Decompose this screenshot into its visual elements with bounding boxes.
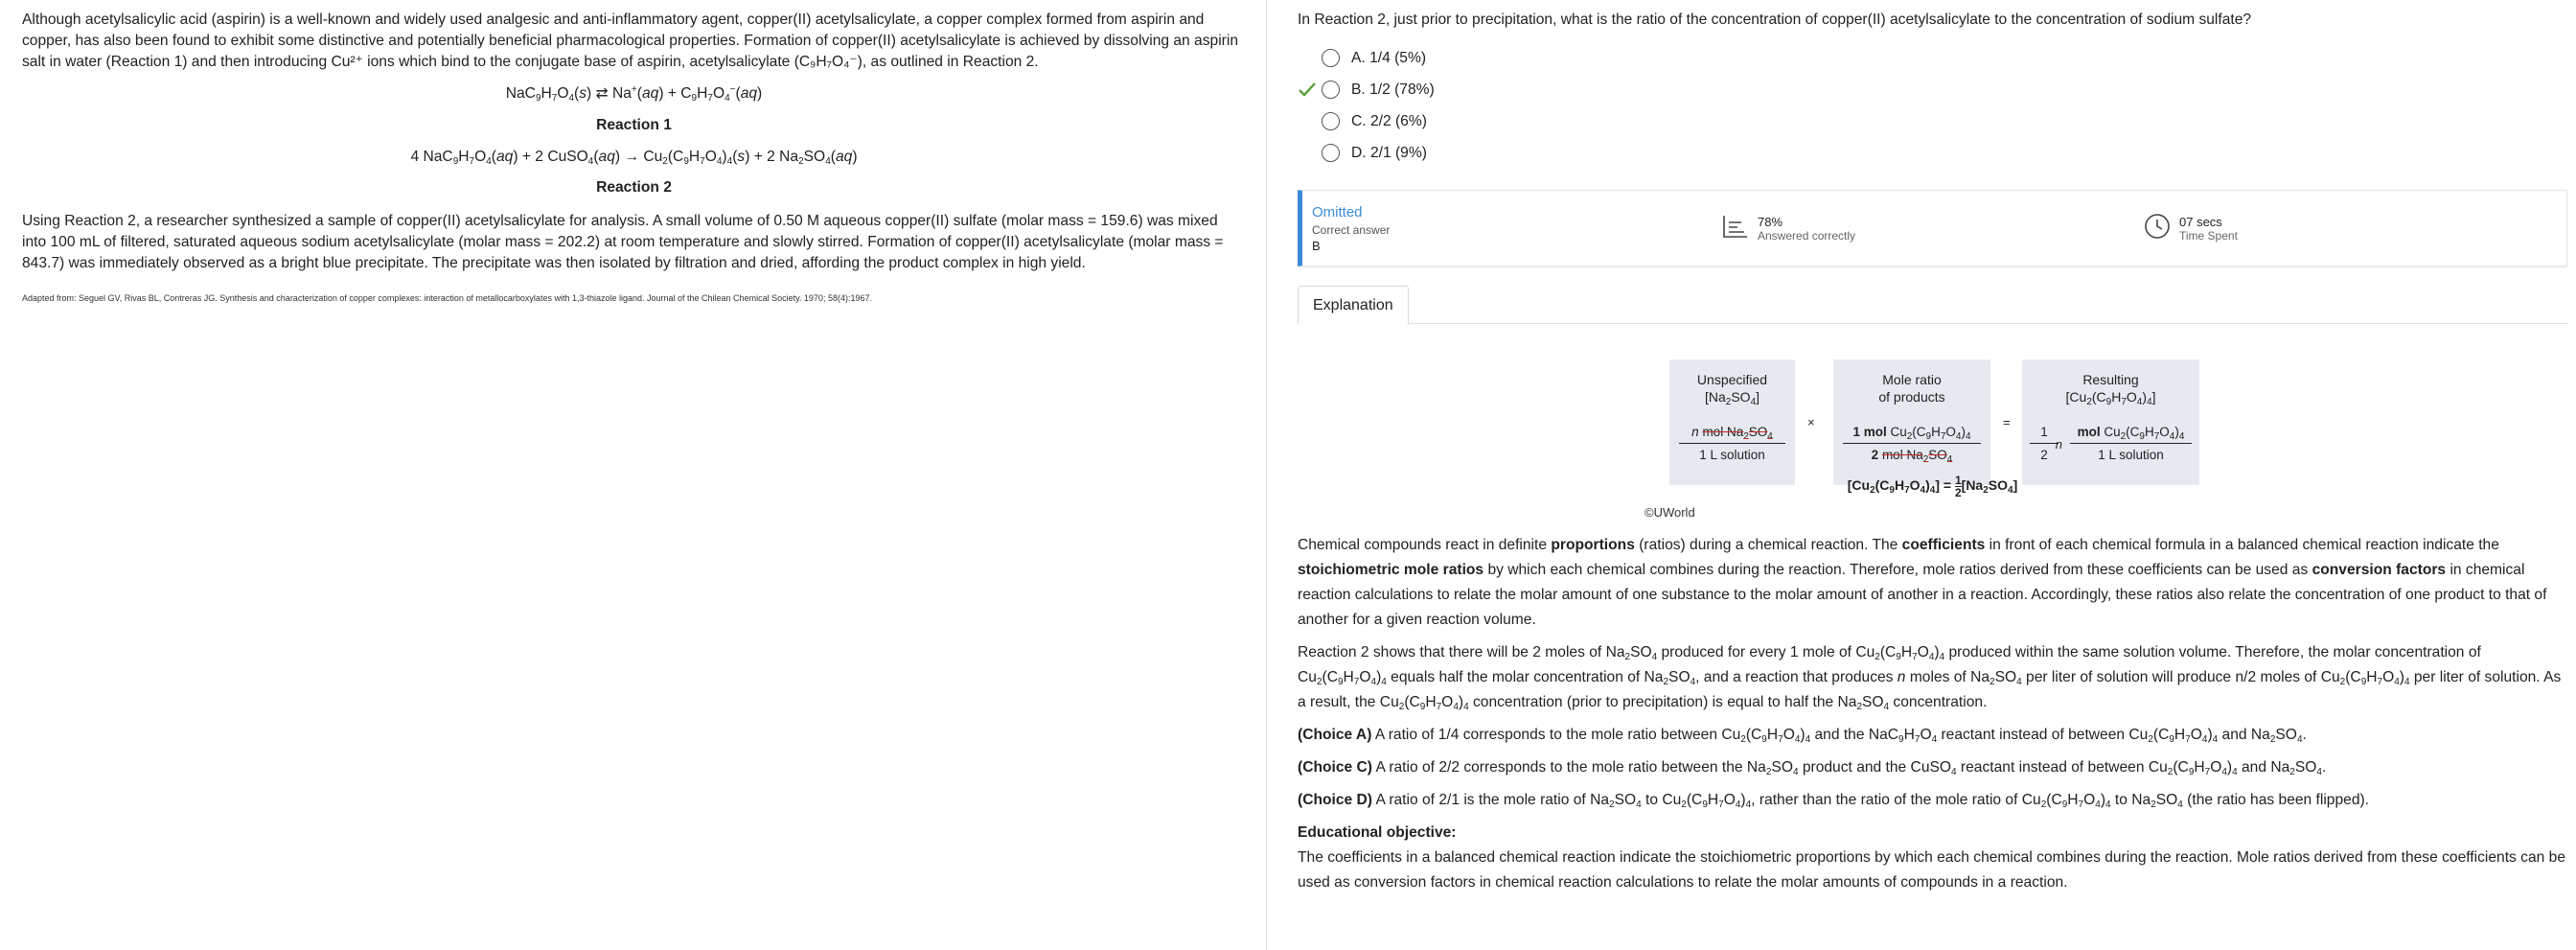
passage-pane xyxy=(0,0,1267,950)
result-equation: $[Cu_2(C_9H_7O_4)_4]$ = $\frac{1}{2}$ $[Na_2SO_4]$ xyxy=(1847,474,2018,499)
time-label: Time Spent xyxy=(2179,228,2238,243)
reaction2-label: Reaction 2 xyxy=(596,179,672,196)
objective-text: The coefficients in a balanced chemical reaction indicate the stoichiometric proportions by which each chemical combines during the reaction. Mole ratios derived from these coefficients can be used as conversion factors in chemical reaction calculations to relate the molar amounts of compounds in a reaction. xyxy=(1298,849,2565,891)
box3-header: Resulting xyxy=(2082,372,2139,387)
objective-heading: Educational objective: xyxy=(1298,824,1457,841)
answer-choices xyxy=(1298,42,2566,169)
box-unspecified: Unspecified $[Na_2SO_4]$ n mol $Na_2SO_4$ 1 L solution xyxy=(1669,359,1795,485)
choice-text: 2/2 xyxy=(1369,112,1392,129)
question-stem: In Reaction 2, just prior to precipitation, what is the ratio of the concentration of copper(II) acetylsalicylate to the concentration of sodium sulfate? xyxy=(1298,12,2252,28)
passage-citation: Adapted from: Seguel GV, Rivas BL, Contreras JG. Synthesis and characterization of copper complexes: interaction of metallocarboxylates with 1,3-thiazole ligand. Journal of the Chilean Chemical Society. 1970; 58(4):1967. xyxy=(22,293,872,303)
choice-text: 1/4 xyxy=(1369,49,1391,66)
choice-b[interactable] xyxy=(1298,74,2566,105)
explanation-paragraph: Reaction 2 shows that there will be 2 moles of $Na_2SO_4$ produced for every 1 mole of $Cu_2(C_9H_7O_4)_4$ produced within the same solution volume. Therefore, the molar concentration of $Cu_2(C_9H_7O_4)_4$ equals half the molar concentration of $Na_2SO_4$, and a reaction that produces n moles of $Na_2SO_4$ per liter of solution will produce n/2 moles of $Cu_2(C_9H_7O_4)_4$ per liter of solution. As a result, the $Cu_2(C_9H_7O_4)_4$ concentration (prior to precipitation) is equal to half the $Na_2SO_4$ concentration. xyxy=(1298,644,2562,712)
choice-c-explanation: (Choice C) A ratio of 2/2 corresponds to the mole ratio between the $Na_2SO_4$ product and the CuSO$_4$ reactant instead of between $Cu_2(C_9H_7O_4)_4$ and $Na_2SO_4$. xyxy=(1298,759,2327,777)
explanation-body xyxy=(1298,533,2572,895)
reaction1-label: Reaction 1 xyxy=(596,117,672,133)
choice-text: 2/1 xyxy=(1369,144,1392,161)
choice-a-explanation: (Choice A) A ratio of 1/4 corresponds to the mole ratio between $Cu_2(C_9H_7O_4)_4$ and the $NaC_9H_7O_4$ reactant instead of between $Cu_2(C_9H_7O_4)_4$ and $Na_2SO_4$. xyxy=(1298,727,2307,745)
correct-answer-label: Correct answer xyxy=(1312,222,1391,237)
radio-button[interactable] xyxy=(1322,144,1340,162)
percent-label: Answered correctly xyxy=(1758,228,1856,243)
choice-letter: D. xyxy=(1351,144,1367,161)
clock-icon xyxy=(2144,213,2179,244)
box1-header: Unspecified xyxy=(1696,372,1768,387)
passage-experiment: Using Reaction 2, a researcher synthesized a sample of copper(II) acetylsalicylate for analysis. A small volume of 0.50 M aqueous copper(II) sulfate (molar mass = 159.6) was mixed into 100 mL of filtered, saturated aqueous sodium acetylsalicylate (molar mass = 202.2) at room temperature and slowly stirred. Formation of copper(II) acetylsalicylate (molar mass = 843.7) was immediately observed as a bright blue precipitate. The precipitate was then isolated by filtration and dried, affording the product complex in high yield. xyxy=(22,213,1224,271)
choice-letter: C. xyxy=(1351,112,1367,129)
correct-answer-value: B xyxy=(1312,238,1321,253)
explanation-paragraph: Chemical compounds react in definite proportions (ratios) during a chemical reaction. The coefficients in front of each chemical formula in a balanced chemical reaction indicate the stoichiometric mole ratios by which each chemical combines during the reaction. Therefore, mole ratios derived from these coefficients can be used as conversion factors in chemical reaction calculations to relate the molar amount of one substance to the molar amount of another in a reaction. Accordingly, these ratios also relate the concentration of one product to that of another for a given reaction volume. xyxy=(1298,537,2547,628)
radio-button[interactable] xyxy=(1322,81,1340,99)
figure-credit: ©UWorld xyxy=(1644,505,1695,520)
percent-value: 78% xyxy=(1758,214,1783,229)
check-icon xyxy=(1298,80,1319,101)
reaction2-equation: 4 $NaC_9H_7O_4(aq) + 2$ CuSO$_4$(aq) → $Cu_2(C_9H_7O_4)_4(s) + 2$ $Na_2SO_4(aq)$ xyxy=(410,149,858,167)
tab-bar xyxy=(1298,286,2567,324)
time-value: 07 secs xyxy=(2179,214,2222,229)
radio-button[interactable] xyxy=(1322,112,1340,130)
radio-button[interactable] xyxy=(1322,49,1340,67)
choice-a[interactable] xyxy=(1298,42,2566,74)
choice-percent: (78%) xyxy=(1394,81,1435,98)
choice-percent: (6%) xyxy=(1394,112,1427,129)
box2-header: Mole ratio xyxy=(1882,372,1942,387)
tab-explanation[interactable]: Explanation xyxy=(1298,286,1409,325)
answer-stats-bar xyxy=(1298,190,2567,266)
reaction1-equation: $NaC_9H_7O_4(s)$ ⇄ $Na^+(aq) + C_9H_7O_4^-(aq)$ xyxy=(505,84,763,104)
choice-percent: (9%) xyxy=(1394,144,1427,161)
box-mole-ratio: Mole ratio of products 1 mol $Cu_2(C_9H_7O_4)_4$ 2 mol $Na_2SO_4$ xyxy=(1833,359,1990,485)
question-pane xyxy=(1267,0,2576,950)
choice-text: 1/2 xyxy=(1369,81,1391,98)
choice-percent: (5%) xyxy=(1394,49,1427,66)
answer-status xyxy=(1302,204,1722,253)
status-label: Omitted xyxy=(1312,203,1363,220)
choice-letter: B. xyxy=(1351,81,1366,98)
multiply-sign: × xyxy=(1807,415,1815,429)
time-spent-stat xyxy=(2144,213,2238,244)
choice-d-explanation: (Choice D) A ratio of 2/1 is the mole ratio of $Na_2SO_4$ to $Cu_2(C_9H_7O_4)_4$, rather than the ratio of the mole ratio of $Cu_2(C_9H_7O_4)_4$ to $Na_2SO_4$ (the ratio has been flipped). xyxy=(1298,792,2370,810)
box2-subheader: of products xyxy=(1878,389,1945,405)
choice-d[interactable] xyxy=(1298,137,2566,169)
passage-intro: Although acetylsalicylic acid (aspirin) is a well-known and widely used analgesic and anti-inflammatory agent, copper(II) acetylsalicylate, a copper complex formed from aspirin and copper, has also been found to exhibit some distinctive and potentially beneficial pharmacological properties. Formation of copper(II) acetylsalicylate is achieved by dissolving an aspirin salt in water (Reaction 1) and then introducing Cu²⁺ ions which bind to the conjugate base of aspirin, acetylsalicylate (C₉H₇O₄⁻), as outlined in Reaction 2. xyxy=(22,12,1238,70)
choice-c[interactable] xyxy=(1298,105,2566,137)
stoichiometry-figure xyxy=(1298,344,2567,521)
equals-sign: = xyxy=(2003,415,2011,429)
box-resulting: Resulting $[Cu_2(C_9H_7O_4)_4]$ 1 2 n $\frac{mol Cu_2(C_9H_7O_4)_4}{\text{1 L solution}}$ xyxy=(2022,359,2199,485)
choice-letter: A. xyxy=(1351,49,1366,66)
bar-chart-icon xyxy=(1722,214,1758,243)
percent-correct-stat xyxy=(1722,214,2144,243)
